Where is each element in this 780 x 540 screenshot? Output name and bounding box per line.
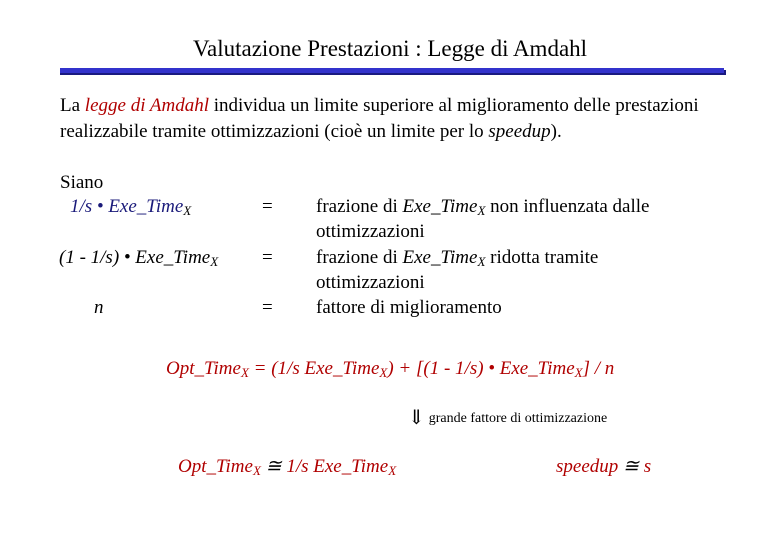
siano-label: Siano [60,172,104,193]
approx-opt-time [178,455,396,479]
intro-prefix: La [60,95,85,116]
definition-desc-2-line2: ottimizzazioni [316,272,425,293]
definition-expr-2 [59,247,218,270]
definition-desc-1-term: Exe_Time [402,196,478,217]
definition-expr-3: n [94,297,104,318]
definition-expr-1-text: 1/s • Exe_Time [70,196,184,217]
definition-desc-1-a: frazione di [316,196,403,217]
intro-line2-end: ). [550,121,562,142]
intro-line-2 [60,121,562,143]
definition-desc-1-b: non influenzata dalle [485,196,650,217]
intro-rest: individua un limite superiore al miglioramento delle prestazioni [208,95,699,116]
formula-sub-3: X [574,365,583,380]
definition-eq-3: = [262,297,273,318]
approx-sub-2: X [388,463,397,478]
definition-desc-2 [316,247,598,270]
approx-sub-1: X [252,463,261,478]
page-title: Valutazione Prestazioni : Legge di Amdahl [192,36,588,61]
formula-sub-2: X [379,365,388,380]
intro-term: legge di Amdahl [84,95,209,116]
intro-line2-a: realizzabile tramite ottimizzazioni (cioè un limite per lo [60,121,489,142]
definition-desc-2-a: frazione di [316,247,403,268]
approx-speedup [556,455,651,478]
definition-expr-2-text: (1 - 1/s) • Exe_Time [59,247,211,268]
definition-desc-3: fattore di miglioramento [316,297,502,318]
definition-desc-1 [316,196,649,219]
formula-part-2: = (1/s Exe_Time [248,358,380,379]
title-underline [60,68,726,75]
approx-part-2: 1/s Exe_Time [286,456,389,477]
approx-op-1: ≅ [260,456,287,477]
definition-desc-2-sub: X [477,254,486,269]
approx-speedup-label: speedup [556,456,619,477]
formula-part-4: ] / n [582,358,615,379]
optimization-note [408,405,607,430]
definition-desc-2-term: Exe_Time [402,247,478,268]
definition-desc-2-b: ridotta tramite [485,247,599,268]
definition-expr-2-sub: X [210,254,219,269]
approx-s: s [643,456,652,477]
formula-part-1: Opt_Time [166,358,241,379]
definition-desc-1-line2: ottimizzazioni [316,221,425,242]
note-text: grande fattore di ottimizzazione [428,411,608,426]
approx-part-1: Opt_Time [178,456,253,477]
underline-bar [60,68,724,73]
formula-sub-1: X [240,365,249,380]
intro-line-1 [60,95,699,117]
amdahl-formula [166,358,614,381]
definition-expr-1-sub: X [183,203,192,218]
down-arrow-icon: ⇓ [408,407,425,429]
definition-desc-1-sub: X [477,203,486,218]
formula-part-3: ) + [(1 - 1/s) • Exe_Time [387,358,575,379]
intro-line2-term: speedup [488,121,551,142]
definition-eq-2: = [262,247,273,268]
approx-op-2: ≅ [618,456,644,477]
definition-expr-1 [70,196,191,219]
definition-eq-1: = [262,196,273,217]
